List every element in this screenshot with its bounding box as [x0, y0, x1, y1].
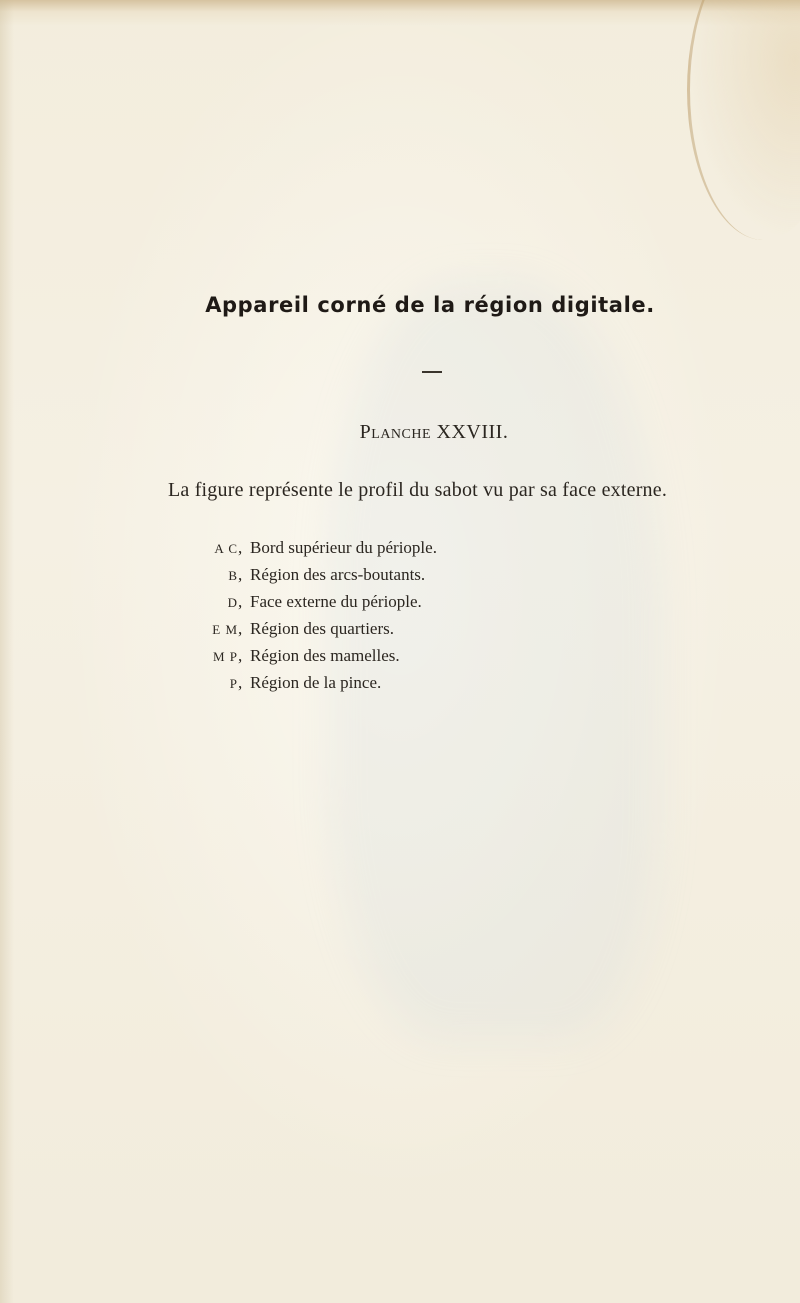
- paper-edge-left: [0, 0, 14, 1303]
- title-rule: [422, 371, 442, 373]
- legend-desc: Région de la pince.: [250, 673, 382, 692]
- legend-item: B , Région des arcs-boutants.: [150, 565, 510, 592]
- legend-desc: Région des mamelles.: [250, 646, 400, 665]
- legend-key: B: [228, 568, 238, 583]
- legend-key: M P: [212, 649, 238, 664]
- legend-item: A C , Bord supérieur du périople.: [150, 538, 510, 565]
- legend-desc: Région des quartiers.: [250, 619, 394, 638]
- legend-desc: Région des arcs-boutants.: [250, 565, 426, 584]
- legend-item: M P , Région des mamelles.: [150, 646, 510, 673]
- legend-key: P: [229, 676, 238, 691]
- plate-label: Planche XXVIII.: [359, 421, 509, 443]
- legend-item: P , Région de la pince.: [150, 673, 510, 700]
- figure-caption: La figure représente le profil du sabot vu par sa face externe.: [168, 479, 668, 501]
- legend-item: E M , Région des quartiers.: [150, 619, 510, 646]
- page-title: Appareil corné de la région digitale.: [205, 293, 655, 317]
- legend-desc: Face externe du périople.: [250, 592, 422, 611]
- legend-item: D , Face externe du périople.: [150, 592, 510, 619]
- legend-list: [150, 538, 510, 700]
- legend-desc: Bord supérieur du périople.: [250, 538, 437, 557]
- paper-stain-top: [0, 0, 800, 26]
- legend-key: A C: [214, 541, 238, 556]
- legend-key: E M: [212, 622, 238, 637]
- paper-stain-corner: [687, 0, 800, 240]
- legend-key: D: [227, 595, 238, 610]
